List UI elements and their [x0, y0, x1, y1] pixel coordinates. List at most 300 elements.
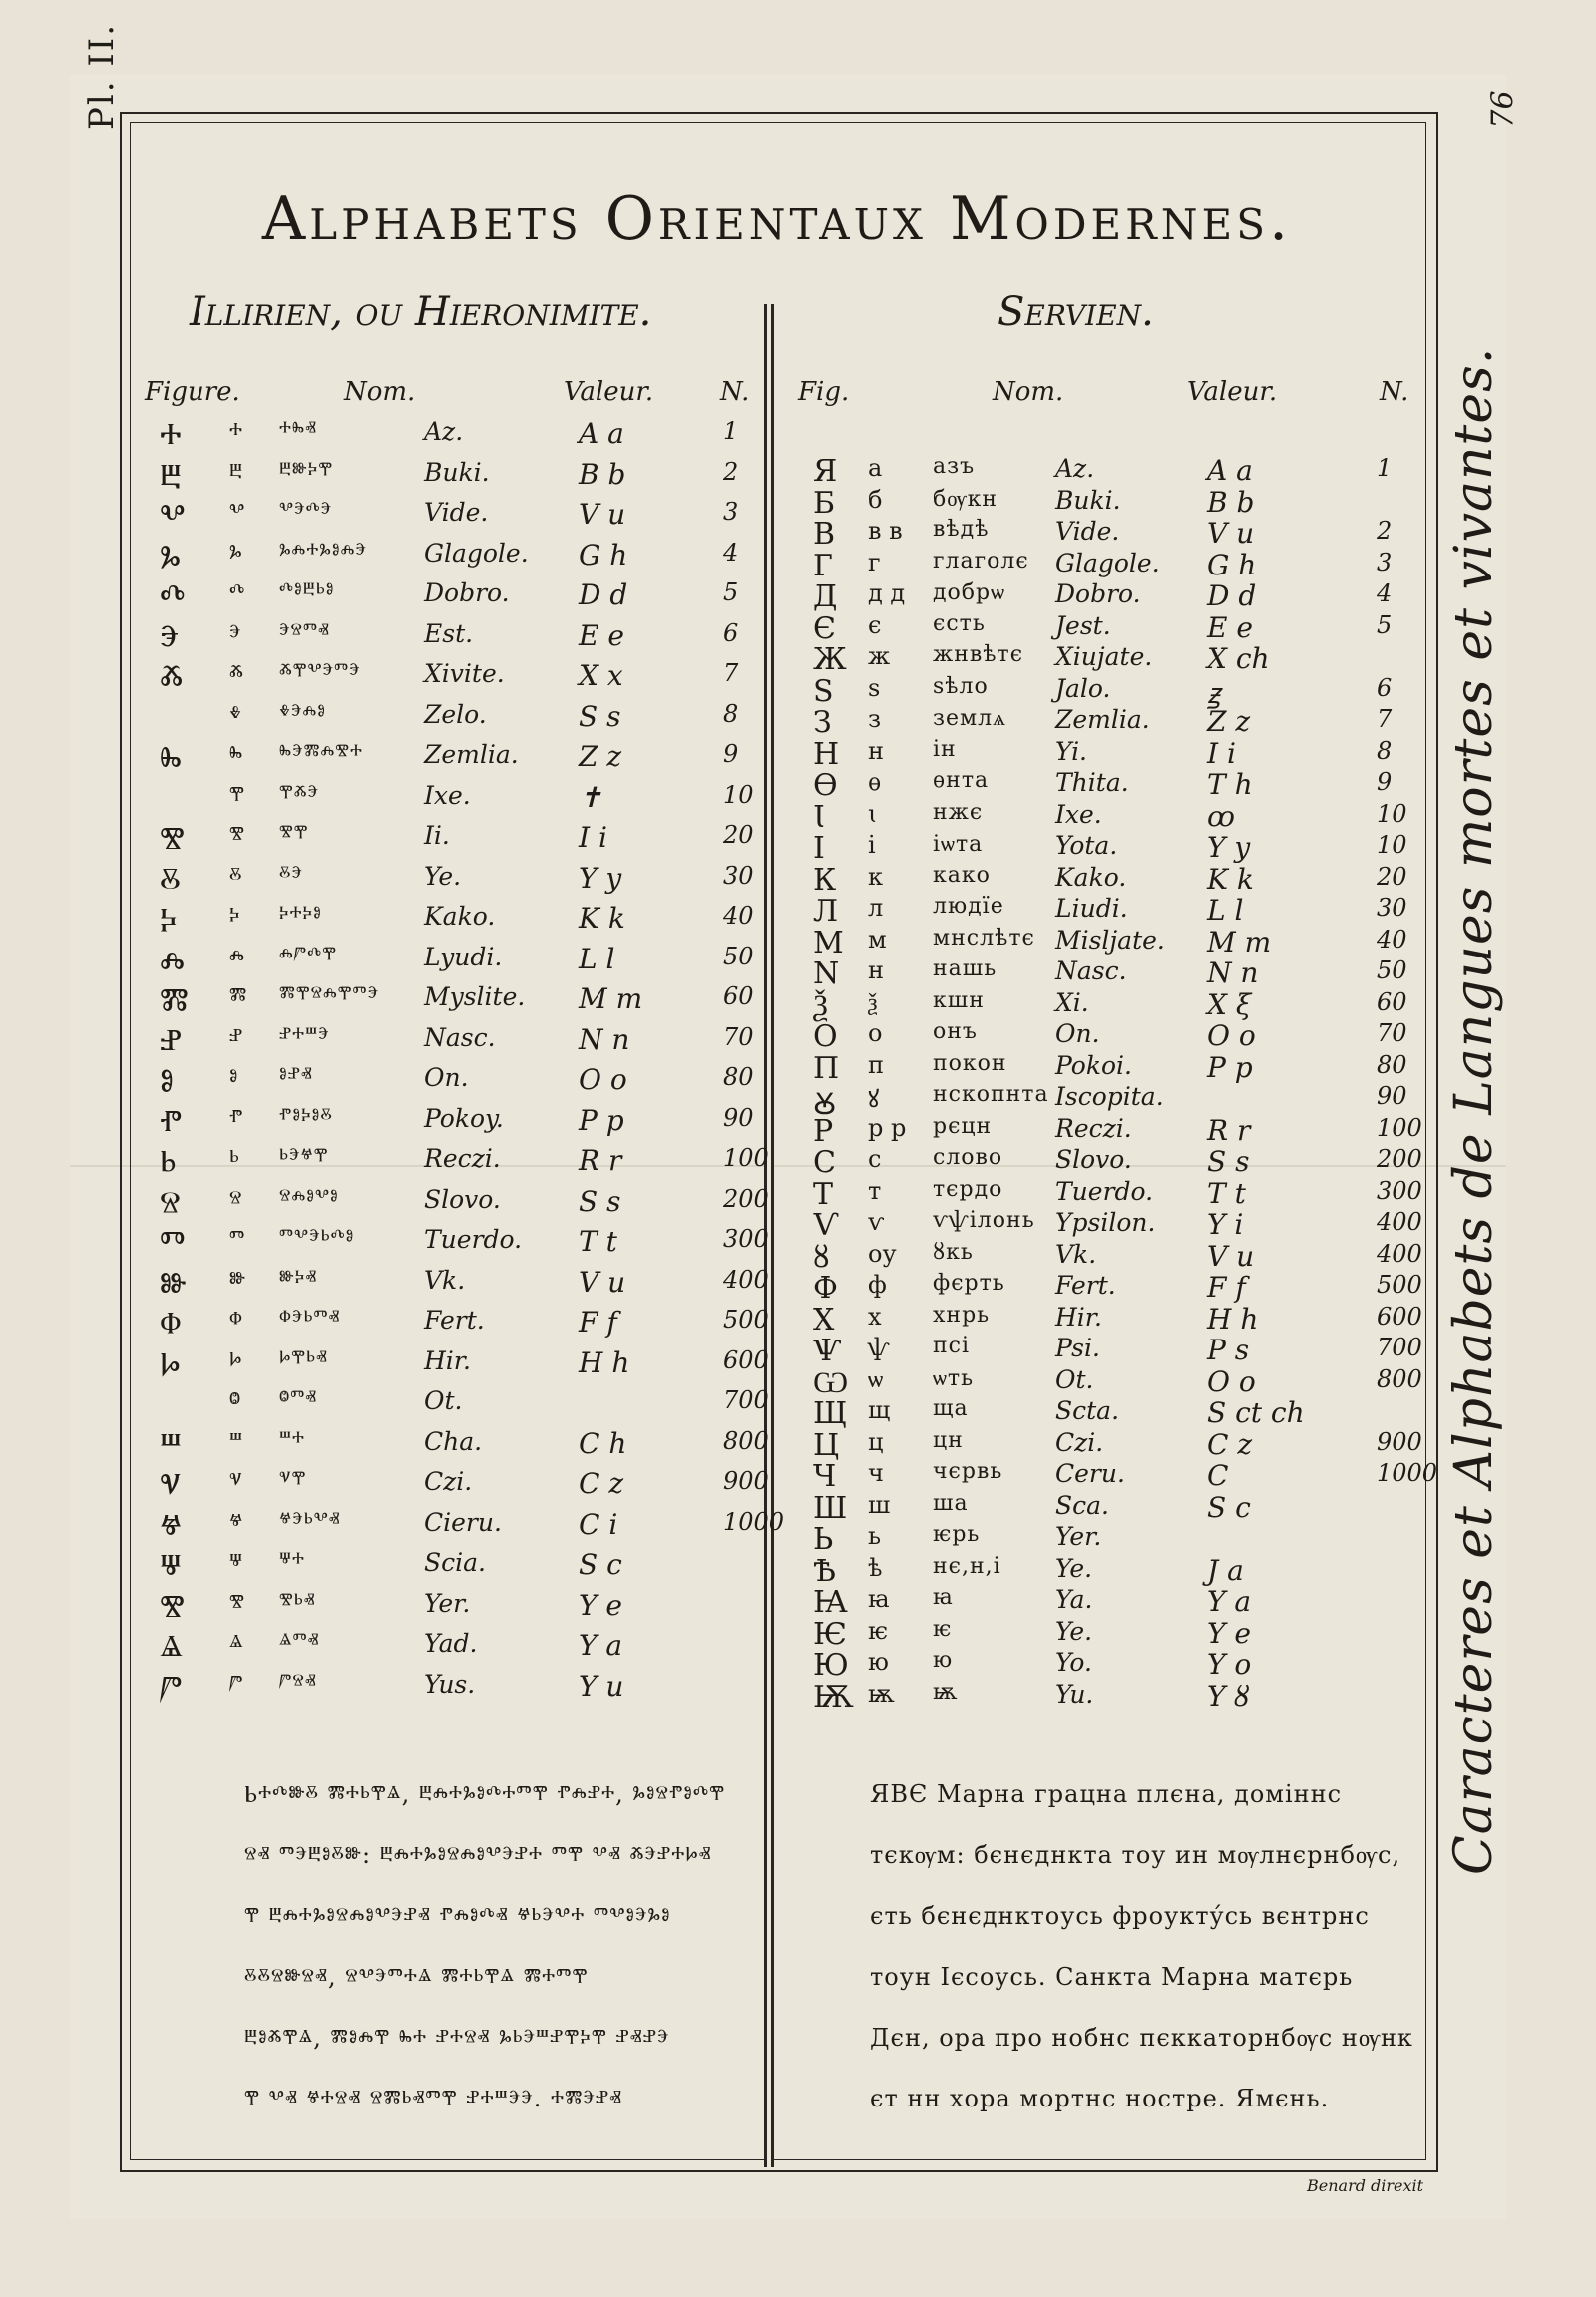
letter-small: ⱍ	[229, 1507, 243, 1536]
letter-value: S s	[1207, 1145, 1250, 1178]
letter-number: 100	[723, 1144, 769, 1172]
letter-small: м	[868, 925, 887, 954]
letter-value: K k	[1207, 862, 1254, 896]
letter-figure: Г	[813, 548, 833, 583]
letter-value: N n	[579, 1022, 630, 1056]
letter-name: Buki.	[1055, 485, 1121, 515]
letter-number: 400	[1377, 1239, 1422, 1268]
letter-figure: Ⱀ	[160, 1022, 183, 1058]
letter-name: Xivite.	[424, 659, 505, 688]
letter-small: щ	[868, 1396, 891, 1424]
letter-name: Xi.	[1055, 987, 1089, 1017]
letter-name-native: нскопнта	[933, 1082, 1049, 1107]
letter-name: Tuerdo.	[1055, 1176, 1154, 1206]
letter-name: Kako.	[1055, 862, 1127, 892]
letter-name-native: ⱀⰰⱎⰵ	[279, 1022, 330, 1048]
letter-name: Vk.	[1055, 1239, 1097, 1269]
letter-figure: Ⱓ	[160, 1669, 183, 1705]
letter-name-native: нжє	[933, 799, 984, 825]
letter-figure: Ѥ	[813, 1616, 847, 1652]
letter-number: 10	[1377, 799, 1407, 828]
letter-figure: Ж	[813, 642, 847, 677]
letter-value: C	[1207, 1459, 1229, 1492]
letter-small: т	[868, 1176, 882, 1205]
letter-number: 40	[723, 902, 754, 930]
letter-figure: Ѡ	[813, 1364, 849, 1400]
letter-figure: Ⱃ	[160, 1144, 177, 1179]
letter-name: Vide.	[424, 498, 489, 527]
letter-figure: Ⱄ	[160, 1184, 181, 1220]
letter-small: ꙋ	[868, 1085, 880, 1113]
letter-small: в в	[868, 517, 903, 545]
letter-figure: Ѕ	[813, 673, 834, 709]
letter-number: 70	[723, 1022, 754, 1051]
letter-small: ⰴ	[229, 578, 245, 606]
letter-value: D d	[579, 578, 628, 611]
sample-text-line: ⱄⱏ ⱅⰵⰱⱁⰻⱆ: ⰱⰾⰰⰳⱁⱄⰾⱁⰲⰵⱀⰰ ⱅⰹ ⰲⱏ ⰶⰵⱀⰰⱈⱏ	[244, 1841, 712, 1869]
sample-text-line: тєкѹм: бєнєднкта тоу ин мѹлнєрнбѹс,	[870, 1841, 1401, 1869]
letter-name-native: вѣдѣ	[933, 517, 990, 542]
letter-small: ⱅ	[229, 1225, 245, 1253]
letter-name: Glagole.	[1055, 548, 1160, 577]
letter-name-native: ша	[933, 1490, 969, 1516]
letter-small: ѯ	[868, 987, 878, 1016]
letter-small: с	[868, 1145, 882, 1173]
letter-name-native: землѧ	[933, 706, 1007, 731]
letter-name: Tuerdo.	[424, 1225, 523, 1254]
letter-name-native: ѥ	[933, 1616, 953, 1642]
letter-name-native: тєрдо	[933, 1176, 1003, 1202]
letter-value: Y a	[1207, 1585, 1252, 1618]
letter-value: O o	[1207, 1364, 1256, 1398]
letter-small: ⱎ	[229, 1426, 243, 1455]
letter-figure: Ⰾ	[160, 942, 186, 977]
letter-number: 40	[1377, 925, 1407, 954]
letter-value: H h	[579, 1345, 630, 1379]
letter-figure: Ⱁ	[160, 1063, 175, 1098]
letter-name: Pokoy.	[424, 1103, 504, 1133]
letter-value: Y u	[579, 1669, 624, 1703]
engraver-signature: Benard direxit	[1307, 2176, 1424, 2195]
letter-name: Liudi.	[1055, 894, 1128, 923]
letter-small: д д	[868, 579, 906, 607]
letter-figure: І	[813, 831, 825, 866]
letter-name: On.	[424, 1063, 469, 1092]
letter-name-native: нашь	[933, 957, 998, 981]
letter-name: Yus.	[424, 1669, 476, 1699]
letter-number: 9	[723, 740, 739, 768]
letter-number: 4	[723, 538, 739, 567]
letter-value: Y e	[579, 1588, 622, 1622]
letter-name: Jalo.	[1055, 673, 1111, 703]
letter-name-native: ⱅⰲⰵⱃⰴⱁ	[279, 1225, 355, 1250]
letter-figure: П	[813, 1050, 840, 1086]
letter-figure: Ⱂ	[160, 1103, 183, 1139]
letter-number: 5	[723, 578, 739, 606]
letter-small: ь	[868, 1522, 882, 1550]
letter-small: ꙗ	[868, 1585, 890, 1613]
letter-small: ѥ	[868, 1616, 889, 1645]
letter-small: ⰺ	[229, 821, 245, 849]
sample-text-line: Ⱃⰰⰴⱆⰻ ⰿⰰⱃⰹⱑ, ⰱⰾⰰⰳⱁⰴⰰⱅⰹ ⱂⰾⱀⰰ, ⰳⱁⱄⱂⱁⰴⰹ	[244, 1780, 726, 1808]
letter-figure: Ⱎ	[160, 1426, 182, 1462]
letter-figure: Ⰵ	[160, 618, 180, 654]
letter-figure: Ⰺ	[160, 1588, 186, 1624]
letter-value: I i	[1207, 736, 1236, 770]
letter-value: F f	[579, 1306, 617, 1339]
letter-name: Sca.	[1055, 1490, 1109, 1520]
page-title: Alphabets Orientaux Modernes.	[261, 185, 1293, 254]
letter-figure: Ⱍ	[160, 1507, 183, 1543]
letter-value: V u	[579, 498, 626, 531]
letter-number: 60	[723, 982, 754, 1010]
letter-name-native: мнслѣтє	[933, 925, 1035, 951]
letter-name: Kako.	[424, 902, 496, 931]
letter-small: ⰾ	[229, 942, 245, 970]
letter-name: Az.	[424, 417, 464, 446]
letter-small: ⱑ	[229, 1629, 243, 1657]
letter-small: ѳ	[868, 768, 882, 796]
letter-name: Ceru.	[1055, 1459, 1125, 1488]
letter-name-native: ⰳⰾⰰⰳⱁⰾⰵ	[279, 538, 367, 564]
right-col-nom: Nom.	[993, 377, 1064, 407]
letter-small: ⰿ	[229, 982, 247, 1010]
letter-value: O o	[1207, 1019, 1256, 1052]
letter-figure: О	[813, 1019, 838, 1054]
right-col-valeur: Valeur.	[1187, 377, 1278, 407]
letter-number: 5	[1377, 610, 1393, 639]
letter-name: Fert.	[424, 1306, 485, 1335]
letter-number: 2	[1377, 517, 1393, 545]
letter-small: а	[868, 454, 883, 482]
page-number: 76	[1485, 90, 1521, 129]
letter-name: Ot.	[424, 1386, 463, 1415]
letter-number: 300	[723, 1225, 769, 1253]
letter-small: ѭ	[868, 1679, 895, 1708]
letter-value: L l	[579, 942, 615, 975]
letter-value: P p	[1207, 1050, 1253, 1084]
letter-name: Ya.	[1055, 1585, 1093, 1614]
letter-number: 70	[1377, 1019, 1407, 1047]
letter-small: р р	[868, 1113, 907, 1142]
letter-small: ⱋ	[229, 1548, 243, 1576]
letter-value: A a	[579, 417, 624, 450]
letter-figure: Н	[813, 736, 840, 772]
letter-value: H h	[1207, 1302, 1259, 1336]
letter-value: L l	[1207, 894, 1244, 927]
letter-small: ⰷ	[229, 699, 241, 728]
letter-name: Fert.	[1055, 1271, 1116, 1300]
letter-name: Slovo.	[1055, 1145, 1132, 1174]
letter-small: ю	[868, 1648, 889, 1676]
letter-figure: Ꙇ	[813, 799, 825, 835]
letter-small: к	[868, 862, 883, 891]
letter-name: Glagole.	[424, 538, 529, 568]
letter-name: Xiujate.	[1055, 642, 1153, 671]
letter-value: B b	[579, 457, 626, 491]
letter-name-native: ⱇⰵⱃⱅⱏ	[279, 1306, 341, 1331]
letter-small: і	[868, 831, 876, 859]
letter-figure: Ⱋ	[160, 1548, 182, 1583]
letter-name-native: ⱃⰵⱍⰹ	[279, 1144, 329, 1169]
sample-text-line: тоун Ієсоусь. Санкта Марна матєрь	[870, 1963, 1354, 1991]
letter-small: ⱆ	[229, 1265, 246, 1294]
letter-small: ѕ	[868, 673, 881, 702]
letter-value: M m	[1207, 925, 1272, 958]
letter-value: T t	[579, 1225, 617, 1258]
letter-name-native: ю	[933, 1648, 954, 1673]
letter-name-native: ⰹⰶⰵ	[279, 780, 320, 806]
letter-name: Az.	[1055, 454, 1095, 483]
side-caption: Caracteres et Alphabets de Langues mortes et vivantes.	[1444, 346, 1504, 1875]
letter-figure: Ⰸ	[160, 740, 182, 775]
letter-name: Czi.	[424, 1467, 473, 1496]
letter-number: 20	[1377, 862, 1407, 891]
letter-value: T h	[1207, 768, 1253, 801]
letter-name: Ye.	[1055, 1553, 1093, 1583]
letter-value: E e	[1207, 610, 1253, 644]
sample-text-line: ЯВЄ Марна грацна плєна, доміннс	[870, 1780, 1343, 1808]
letter-value: F f	[1207, 1271, 1246, 1304]
letter-number: 7	[723, 659, 739, 687]
letter-figure: Ꙗ	[813, 1585, 848, 1620]
letter-name: Yu.	[1055, 1679, 1094, 1709]
letter-name: Ye.	[1055, 1616, 1093, 1646]
sample-text-line: Дєн, ора про нобнс пєккаторнбѹс нѹнк	[870, 2024, 1413, 2052]
letter-small: ⰰ	[229, 417, 243, 445]
letter-value: I i	[579, 821, 607, 854]
letter-name-native: ⰺⱃⱏ	[279, 1588, 316, 1614]
letter-figure: Б	[813, 485, 836, 521]
letter-value: S c	[579, 1548, 622, 1581]
left-col-valeur: Valeur.	[564, 377, 654, 407]
letter-number: 900	[1377, 1427, 1422, 1456]
letter-name: Ii.	[424, 821, 450, 850]
letter-name-native: ⱂⱁⰽⱁⰻ	[279, 1103, 333, 1129]
letter-name-native: ⰱⱆⰽⰹ	[279, 457, 334, 483]
letter-figure: Ⱌ	[160, 1467, 182, 1502]
letter-name: Reczi.	[424, 1144, 501, 1173]
letter-figure: Р	[813, 1113, 834, 1149]
letter-number: 10	[723, 780, 754, 809]
letter-name-native: бѹкн	[933, 486, 998, 512]
letter-name-native: рєцн	[933, 1113, 993, 1139]
letter-figure: Ѱ	[813, 1334, 842, 1368]
sample-text-line: ⰱⱁⰶⰹⱑ, ⰿⱁⰾⰹ ⰸⰰ ⱀⰰⱄⱏ ⰳⱃⰵⱎⱀⰹⰽⰹ ⱀⱏⱀⰵ	[244, 2024, 670, 2052]
letter-figure: Ѣ	[813, 1553, 836, 1589]
letter-figure: Ⱑ	[160, 1629, 184, 1664]
letter-number: 80	[1377, 1050, 1407, 1079]
letter-number: 600	[723, 1345, 769, 1374]
right-col-figure: Fig.	[798, 377, 850, 407]
letter-small: х	[868, 1302, 882, 1331]
left-col-nom: Nom.	[344, 377, 416, 407]
letter-figure: ȣ	[813, 1239, 830, 1275]
letter-name-native: ⰷⰵⰾⱁ	[279, 699, 327, 725]
letter-small: ⰸ	[229, 740, 243, 768]
letter-value: C i	[579, 1507, 618, 1541]
letter-name-native: ⰽⰰⰽⱁ	[279, 902, 322, 927]
letter-number: 90	[723, 1103, 754, 1132]
letter-name: Scia.	[424, 1548, 486, 1577]
alphabet-row	[0, 1680, 1596, 1716]
letter-figure: Т	[813, 1176, 834, 1212]
letter-figure: Ⰺ	[160, 821, 186, 856]
letter-name: Dobro.	[424, 578, 510, 607]
letter-name: Hir.	[1055, 1302, 1102, 1332]
letter-value: Y a	[579, 1629, 623, 1662]
right-section-heading: Servien.	[998, 289, 1154, 335]
letter-name: Est.	[424, 618, 474, 648]
letter-small: з	[868, 705, 882, 733]
letter-value: P s	[1207, 1334, 1250, 1366]
letter-small: оу	[868, 1239, 897, 1268]
sample-text-line: ⰻⰻⱄⱆⱄⱏ, ⱄⰲⰵⱅⰰⱑ ⰿⰰⱃⰹⱑ ⰿⰰⱅⰹ	[244, 1963, 589, 1991]
letter-name-native: жнвѣтє	[933, 642, 1024, 667]
letter-name-native: ⰾⱓⰴⰹ	[279, 942, 337, 967]
letter-number: 400	[1377, 1208, 1422, 1236]
letter-value: Z z	[1207, 705, 1251, 738]
letter-number: 2	[723, 457, 739, 486]
letter-number: 4	[1377, 579, 1393, 607]
letter-name: Misljate.	[1055, 925, 1165, 955]
letter-value: V u	[579, 1265, 626, 1299]
letter-figure: Ⰿ	[160, 982, 189, 1017]
letter-value: A a	[1207, 454, 1253, 487]
letter-small: ⰳ	[229, 538, 242, 567]
letter-value: V u	[1207, 1239, 1255, 1273]
letter-number: 3	[723, 498, 739, 526]
letter-name-native: іѡта	[933, 832, 984, 857]
letter-small: ⱓ	[229, 1669, 243, 1698]
letter-figure: Ф	[813, 1271, 838, 1306]
letter-small: б	[868, 485, 883, 514]
letter-number: 1000	[1377, 1459, 1438, 1487]
letter-figure: Ⰱ	[160, 457, 182, 493]
letter-name: Ot.	[1055, 1364, 1094, 1394]
letter-figure: Ь	[813, 1522, 834, 1557]
letter-small: ⱃ	[229, 1144, 239, 1172]
letter-value: R r	[579, 1144, 622, 1177]
letter-figure: Щ	[813, 1396, 848, 1431]
letter-figure: Ⰽ	[160, 902, 178, 937]
letter-figure: Ⰳ	[160, 538, 181, 574]
letter-value: C z	[1207, 1427, 1253, 1461]
letter-value: C h	[579, 1426, 627, 1460]
letter-figure: Ц	[813, 1427, 840, 1463]
letter-number: 700	[1377, 1334, 1422, 1361]
letter-small: ⱌ	[229, 1467, 242, 1495]
letter-figure: Ѭ	[813, 1679, 854, 1715]
letter-name-native: азъ	[933, 454, 976, 479]
letter-number: 100	[1377, 1113, 1422, 1142]
letter-small: ⱈ	[229, 1345, 242, 1374]
letter-figure: М	[813, 925, 844, 960]
letter-name: Myslite.	[424, 982, 526, 1011]
letter-number: 7	[1377, 705, 1393, 733]
letter-name-native: нє,н,і	[933, 1553, 1001, 1579]
letter-name-native: хнрь	[933, 1302, 991, 1328]
letter-name-native: ⰲⰵⰴⰵ	[279, 498, 333, 523]
letter-figure: Ш	[813, 1490, 848, 1526]
letter-small: н	[868, 736, 884, 765]
letter-value: G h	[579, 538, 628, 572]
letter-figure: Я	[813, 454, 838, 489]
letter-name: Iscopita.	[1055, 1082, 1164, 1111]
letter-figure: Ѯ	[813, 987, 829, 1023]
letter-name-native: покон	[933, 1050, 1007, 1076]
letter-name: Vide.	[1055, 517, 1120, 546]
letter-small: є	[868, 610, 882, 639]
letter-figure: Ч	[813, 1459, 837, 1494]
letter-name: Jest.	[1055, 610, 1111, 640]
letter-name: Reczi.	[1055, 1113, 1132, 1143]
letter-number: 500	[723, 1306, 769, 1334]
letter-name: Yad.	[424, 1629, 478, 1658]
letter-figure: В	[813, 517, 836, 552]
letter-name: Zemlia.	[1055, 705, 1150, 734]
letter-name-native: ⱓⱄⱏ	[279, 1669, 317, 1695]
alphabet-row	[0, 417, 1596, 453]
letter-name-native: ⱎⰰ	[279, 1426, 305, 1452]
letter-name-native: ⱈⰹⱃⱏ	[279, 1345, 328, 1371]
letter-value: S s	[579, 699, 621, 733]
letter-name: Hir.	[424, 1345, 471, 1375]
letter-name-native: ⰺⰹ	[279, 821, 309, 846]
left-section-heading: Illirien, ou Hieronimite.	[190, 289, 652, 335]
letter-name-native: єсть	[933, 610, 986, 636]
letter-name: Ypsilon.	[1055, 1208, 1156, 1237]
letter-value: D d	[1207, 579, 1257, 612]
letter-number: 3	[1377, 548, 1393, 576]
letter-figure: Ⱆ	[160, 1265, 187, 1301]
letter-value: X ch	[1207, 642, 1270, 675]
letter-number: 50	[723, 942, 754, 970]
letter-figure: З	[813, 705, 832, 740]
letter-small: ⱀ	[229, 1022, 243, 1051]
letter-number: 1	[723, 417, 739, 445]
letter-small: ⱂ	[229, 1103, 243, 1132]
letter-name: Buki.	[424, 457, 490, 487]
letter-name-native: ⰸⰵⰿⰾⰺⰰ	[279, 740, 363, 765]
letter-name: Yota.	[1055, 831, 1118, 860]
letter-name-native: онъ	[933, 1019, 978, 1044]
letter-value: S c	[1207, 1490, 1251, 1524]
sample-text-line: єт нн хора мортнс ностре. Ямєнь.	[870, 2085, 1330, 2112]
letter-value: R r	[1207, 1113, 1251, 1147]
letter-value: X ξ	[1207, 987, 1252, 1021]
letter-number: 200	[1377, 1145, 1422, 1173]
letter-number: 90	[1377, 1082, 1407, 1110]
letter-number: 50	[1377, 957, 1407, 984]
letter-small: ѵ	[868, 1208, 885, 1236]
sample-text-line: ⰹ ⰲⱏ ⱍⰰⱄⱏ ⱄⰿⱃⱏⱅⰹ ⱀⰰⱎⰵⰵ. ⰰⰿⰵⱀⱏ	[244, 2085, 623, 2112]
letter-number: 700	[723, 1386, 769, 1414]
letter-figure: Ⱅ	[160, 1225, 186, 1260]
letter-small: ⰺ	[229, 1588, 245, 1617]
letter-number: 800	[1377, 1364, 1422, 1393]
sample-text-line: ⰹ ⰱⰾⰰⰳⱁⱄⰾⱁⰲⰵⱀⱏ ⱂⰾⱁⰴⱏ ⱍⱃⰵⰲⰰ ⱅⰲⱁⰵⰳⱁ	[244, 1902, 671, 1930]
letter-value: P p	[579, 1103, 624, 1137]
letter-figure: С	[813, 1145, 836, 1180]
letter-small: л	[868, 894, 884, 922]
letter-value: J a	[1207, 1553, 1244, 1587]
letter-small: ц	[868, 1427, 884, 1456]
letter-value: B b	[1207, 485, 1255, 519]
letter-small: о	[868, 1019, 883, 1047]
letter-small: ⰱ	[229, 457, 243, 486]
letter-small: ч	[868, 1459, 884, 1487]
